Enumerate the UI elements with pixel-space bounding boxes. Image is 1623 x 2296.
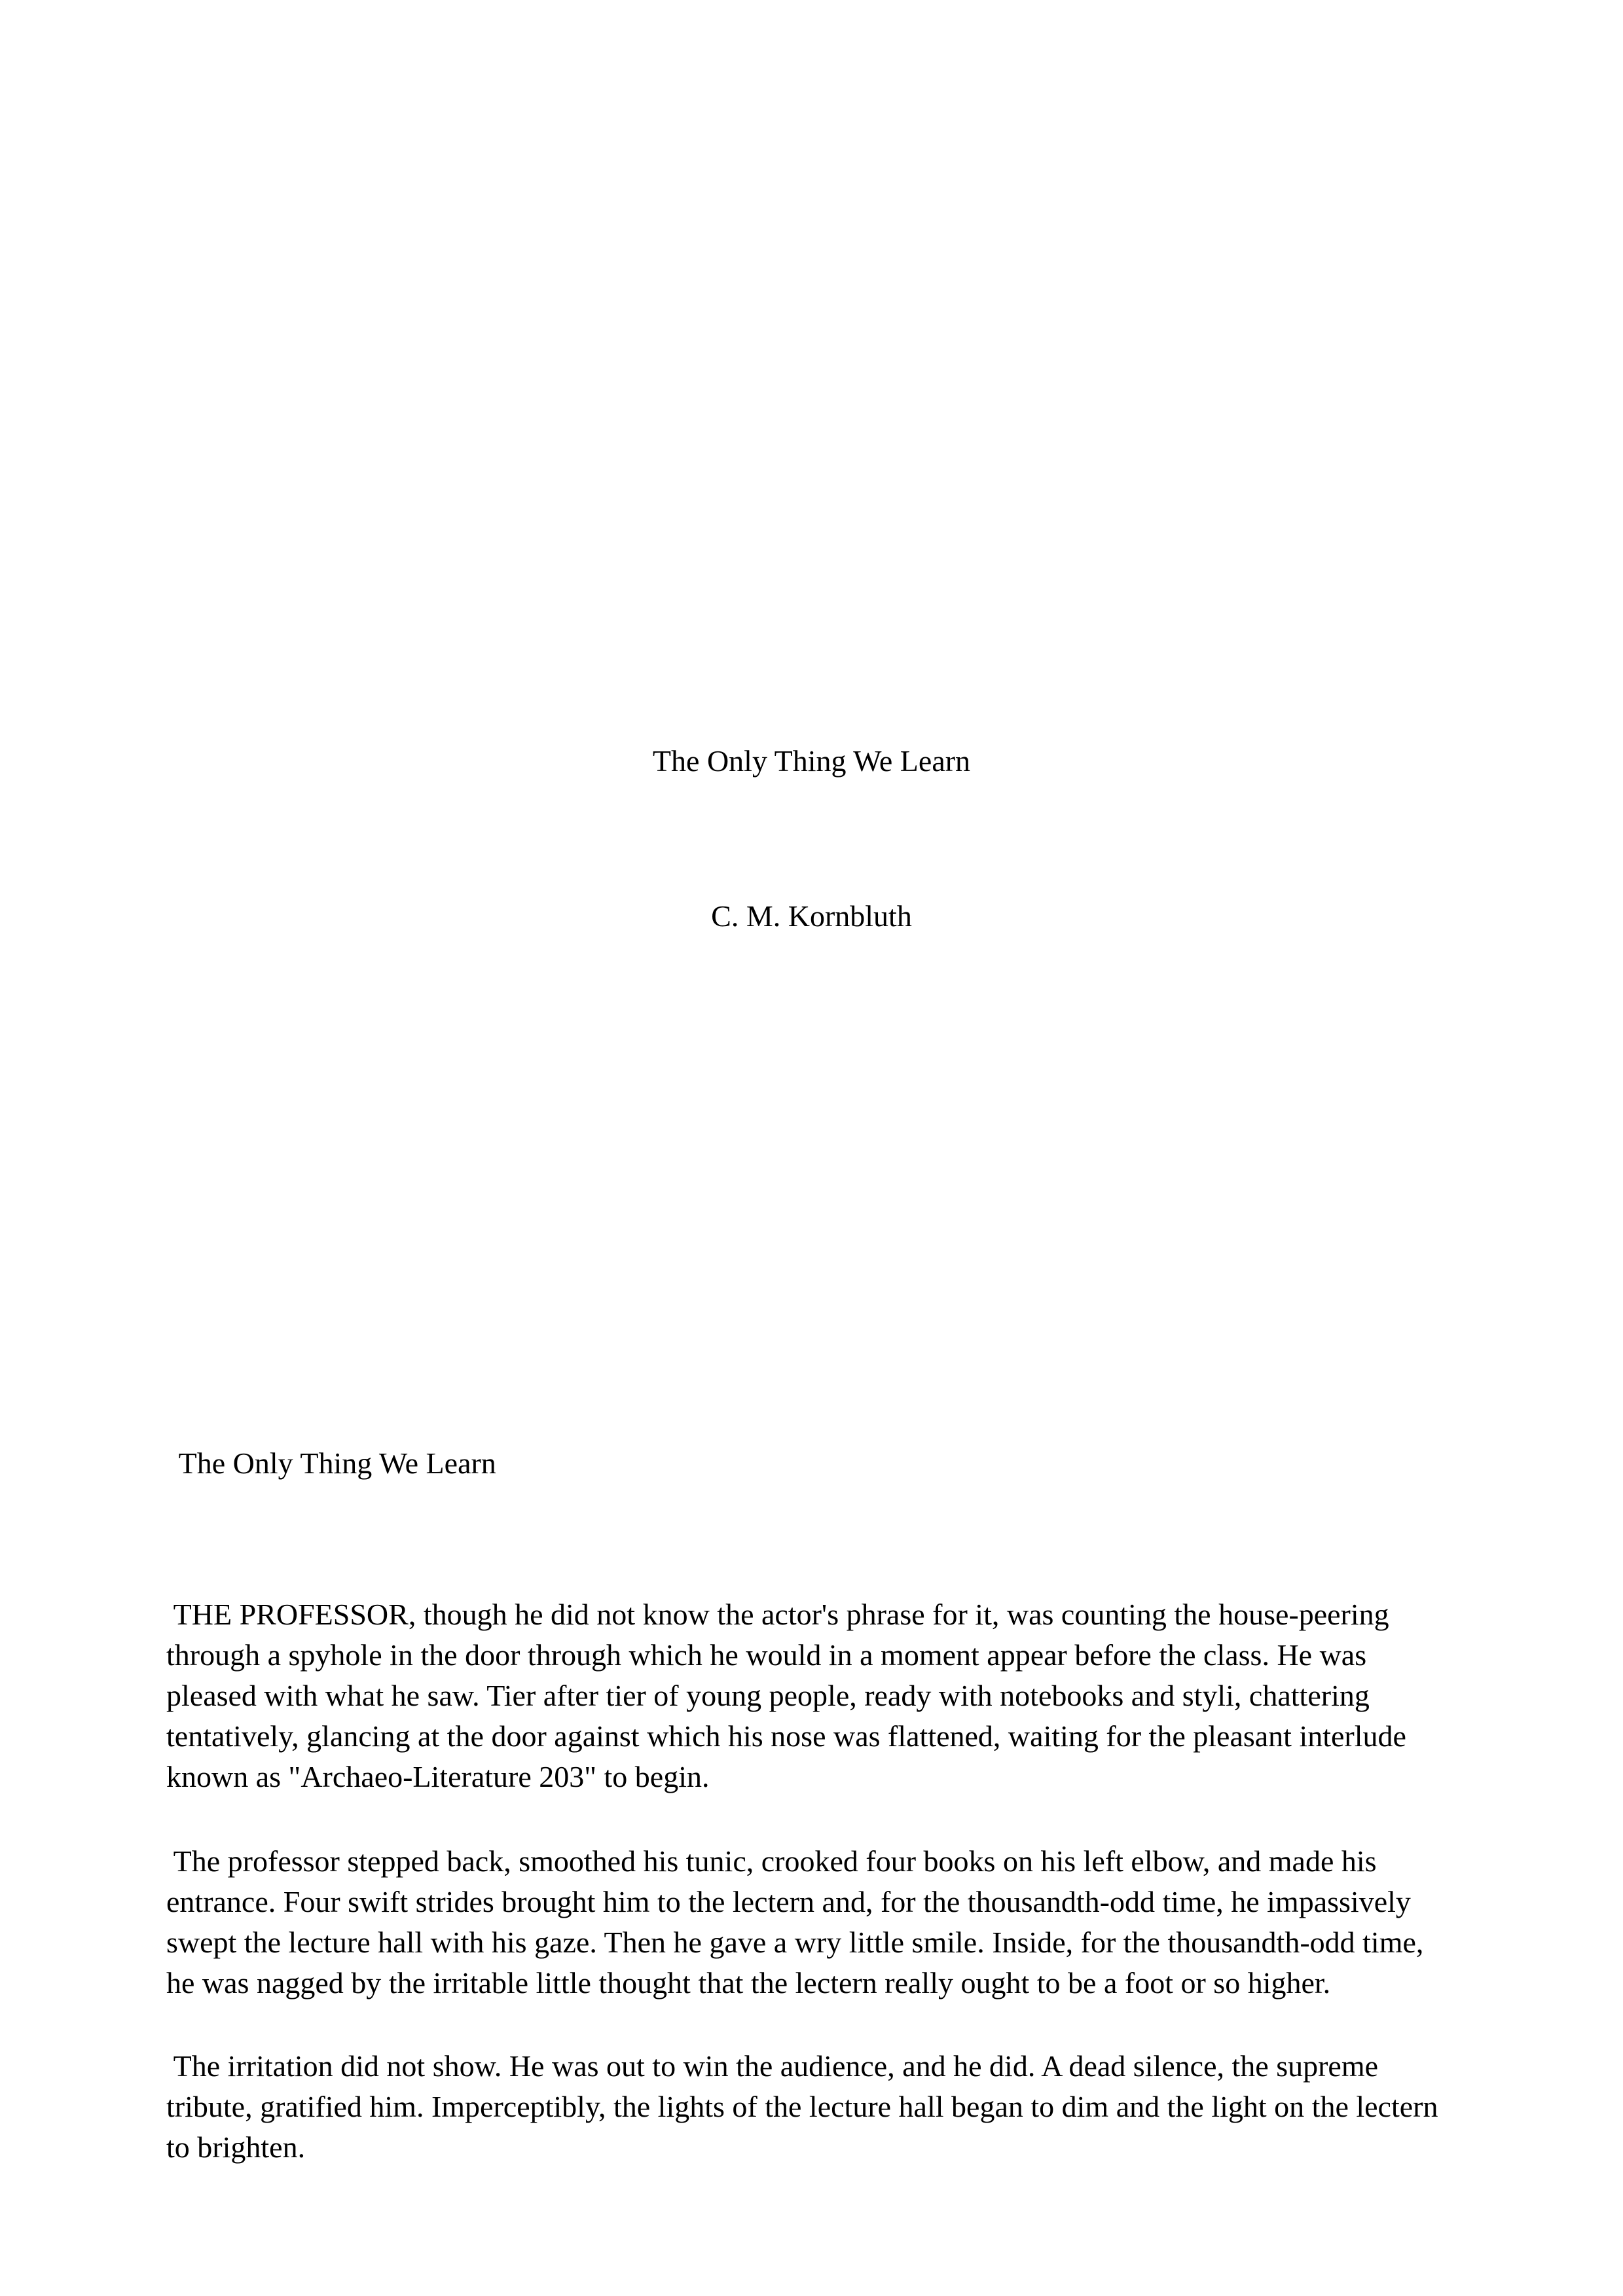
- paragraph-line: tentatively, glancing at the door against which his nose was flattened, waiting for the pleasant interlude: [166, 1719, 1406, 1753]
- paragraph-1: [166, 1594, 1476, 1797]
- paragraph-line: pleased with what he saw. Tier after tier of young people, ready with notebooks and styli, chattering: [166, 1679, 1370, 1712]
- paragraph-line: THE PROFESSOR, though he did not know the actor's phrase for it, was counting the house-peering: [166, 1598, 1389, 1631]
- chapter-heading: The Only Thing We Learn: [172, 1446, 496, 1480]
- paragraph-line: he was nagged by the irritable little thought that the lectern really ought to be a foot or so higher.: [166, 1966, 1331, 2000]
- paragraph-line: The irritation did not show. He was out to win the audience, and he did. A dead silence, the supreme: [166, 2049, 1379, 2083]
- book-title: The Only Thing We Learn: [652, 744, 971, 778]
- paragraph-2: [166, 1841, 1476, 2003]
- paragraph-line: to brighten.: [166, 2130, 306, 2164]
- paragraph-line: entrance. Four swift strides brought him to the lectern and, for the thousandth-odd time, he impassively: [166, 1885, 1411, 1918]
- book-author: C. M. Kornbluth: [711, 899, 912, 933]
- paragraph-line: through a spyhole in the door through which he would in a moment appear before the class. He was: [166, 1638, 1367, 1672]
- paragraph-3: [166, 2046, 1476, 2168]
- paragraph-line: The professor stepped back, smoothed his tunic, crooked four books on his left elbow, and made his: [166, 1844, 1377, 1878]
- paragraph-line: known as "Archaeo-Literature 203" to begin.: [166, 1760, 710, 1793]
- paragraph-line: tribute, gratified him. Imperceptibly, the lights of the lecture hall began to dim and the light on the lectern: [166, 2090, 1438, 2123]
- paragraph-line: swept the lecture hall with his gaze. Then he gave a wry little smile. Inside, for the thousandth-odd time,: [166, 1926, 1424, 1959]
